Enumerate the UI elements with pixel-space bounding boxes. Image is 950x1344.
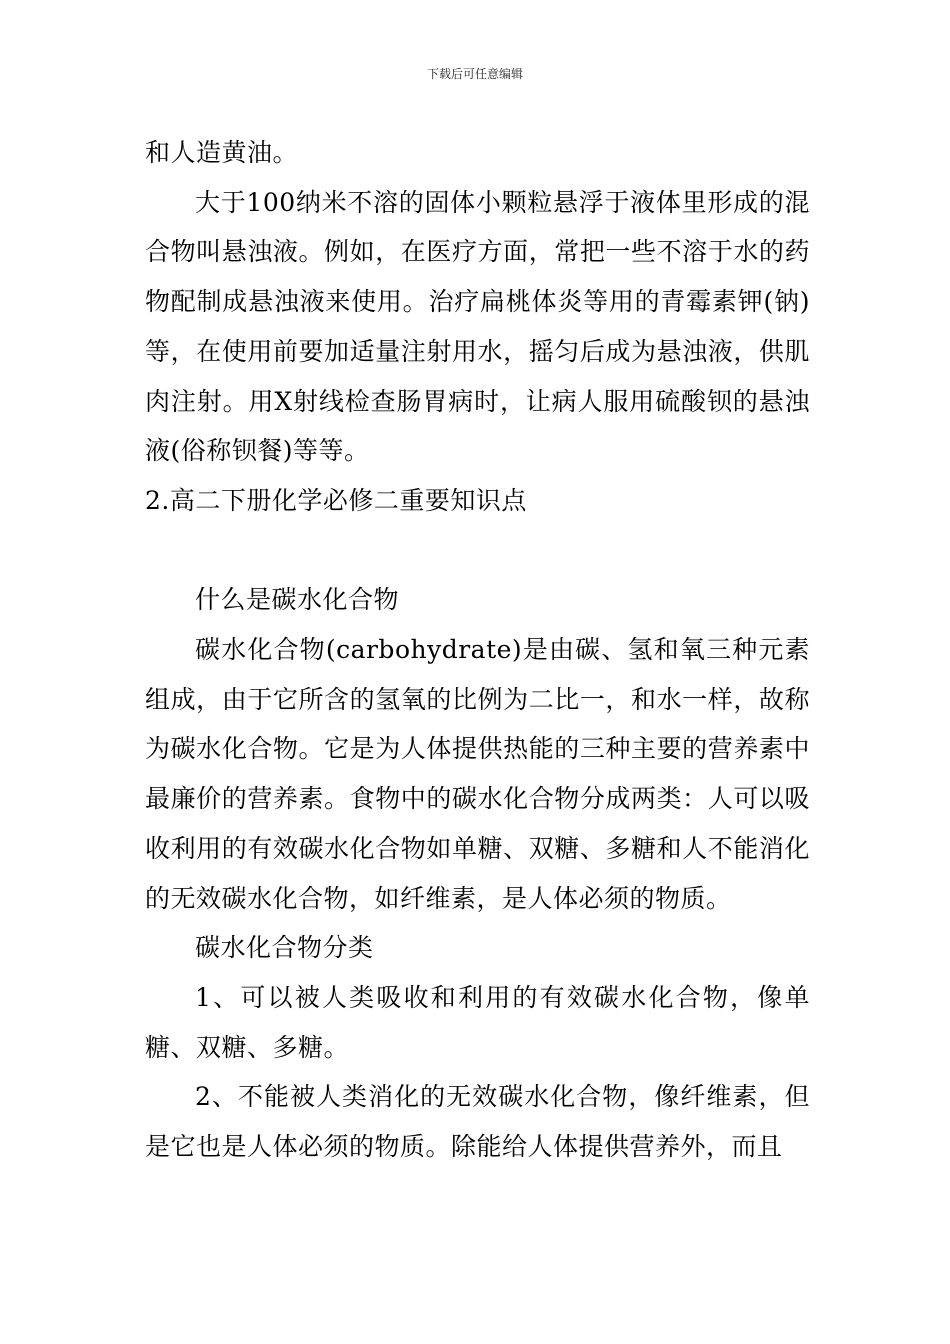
page-header-note: 下载后可任意编辑 xyxy=(426,67,523,81)
paragraph-text: 碳水化合物(carbohydrate)是由碳、氢和氧三种元素组成，由于它所含的氢氧的比例为二比一，和水一样，故称为碳水化合物。它是为人体提供热能的三种主要的营养素中最廉价的营养素。食物中的碳水化合物分成两类：人可以吸收利用的有效碳水化合物如单糖、双糖、多糖和人不能消化的无效碳水化合物，如纤维素，是人体必须的物质。 xyxy=(145,635,810,913)
subheading-text: 什么是碳水化合物 xyxy=(195,585,400,615)
blank-line xyxy=(145,526,810,576)
document-body xyxy=(145,128,810,1172)
subheading-text: 碳水化合物分类 xyxy=(195,933,374,963)
paragraph-text: 大于100纳米不溶的固体小颗粒悬浮于液体里形成的混合物叫悬浊液。例如，在医疗方面，常把一些不溶于水的药物配制成悬浊液来使用。治疗扁桃体炎等用的青霉素钾(钠)等，在使用前要加适量注射用水，摇匀后成为悬浊液，供肌肉注射。用X射线检查肠胃病时，让病人服用硫酸钡的悬浊液(俗称钡餐)等等。 xyxy=(145,187,810,466)
section-heading: 2.高二下册化学必修二重要知识点 xyxy=(145,485,527,515)
list-item-text: 1、可以被人类吸收和利用的有效碳水化合物，像单糖、双糖、多糖。 xyxy=(145,982,810,1062)
paragraph-text: 和人造黄油。 xyxy=(145,138,299,167)
list-item-text: 2、不能被人类消化的无效碳水化合物，像纤维素，但是它也是人体必须的物质。除能给人体提供营养外，而且 xyxy=(145,1082,810,1162)
